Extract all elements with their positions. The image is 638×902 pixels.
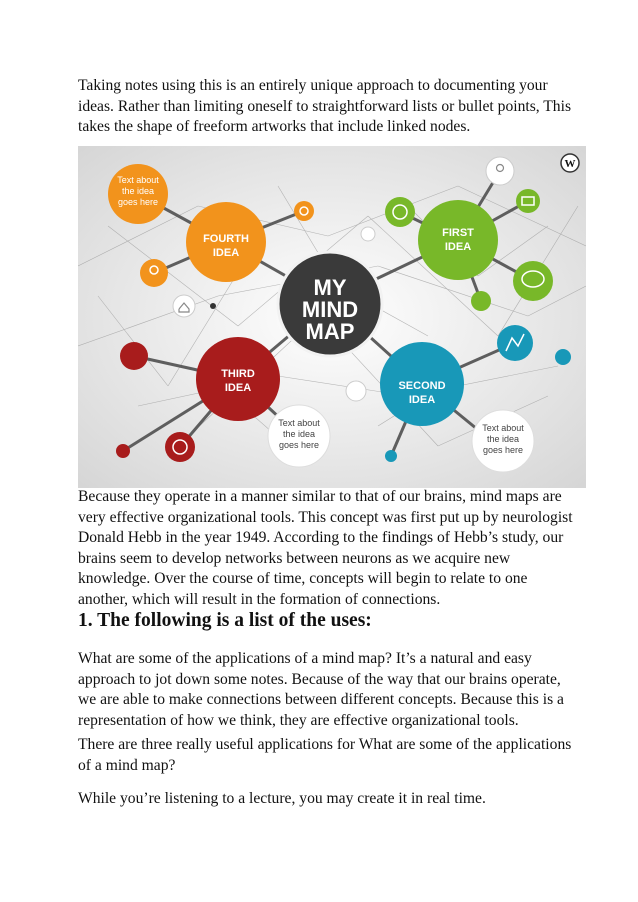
home-icon-node	[173, 295, 195, 317]
first-idea-node	[418, 200, 498, 280]
note-br-line1: Text about	[482, 423, 524, 433]
green-dot-node	[471, 291, 491, 311]
chart-icon-node	[294, 201, 314, 221]
mail-icon-node	[516, 189, 540, 213]
note-tl-line3: goes here	[117, 197, 159, 207]
note-bm-line1: Text about	[278, 418, 320, 428]
globe-icon-node	[385, 197, 415, 227]
red-small-dot-node	[116, 444, 130, 458]
logo-letter: W	[564, 158, 576, 170]
note-br-line2: the idea	[486, 434, 520, 444]
three-applications-paragraph: There are three really useful applications for What are some of the applications of a mind map?	[78, 736, 572, 774]
note-bm-line2: the idea	[282, 429, 316, 439]
third-idea-line2: IDEA	[224, 382, 252, 394]
fourth-idea-line1: FOURTH	[203, 233, 249, 245]
third-idea-line1: THIRD	[221, 368, 255, 380]
fourth-idea-line2: IDEA	[212, 247, 240, 259]
mind-map-illustration	[78, 146, 586, 488]
teal-dot-node	[555, 349, 571, 365]
teal-small-dot-node	[385, 450, 397, 462]
tiny-dot-node-2	[210, 303, 216, 309]
clock-icon-node	[165, 432, 195, 462]
center-line2: MIND	[301, 297, 359, 322]
red-dot-node	[120, 342, 148, 370]
note-tl-line1: Text about	[117, 175, 159, 185]
note-br-line3: goes here	[482, 445, 524, 455]
center-line3: MAP	[305, 319, 355, 344]
lecture-paragraph: While you’re listening to a lecture, you may create it in real time.	[78, 790, 486, 807]
second-idea-line2: IDEA	[408, 394, 436, 406]
center-line1: MY	[313, 275, 347, 300]
hebb-paragraph: Because they operate in a manner similar to that of our brains, mind maps are very effective organizational tools. This concept was first put up by neurologist Donald Hebb in the year 1949. According to the findings of Hebb’s study, our brains seem to develop networks between neurons as we acquire new knowledge. Over the course of time, concepts will begin to relate to one another, which will result in the formation of connections.	[78, 488, 573, 608]
white-small-dot-node	[361, 227, 375, 241]
lightbulb-icon-node	[140, 259, 168, 287]
note-bm-line3: goes here	[278, 440, 320, 450]
second-idea-line1: SECOND	[398, 380, 446, 392]
uses-heading: 1. The following is a list of the uses:	[78, 610, 372, 631]
chat-icon-node	[513, 261, 553, 301]
intro-paragraph: Taking notes using this is an entirely unique approach to documenting your ideas. Rather than limiting oneself to straightforward lists or bullet points, This takes the shape of freeform artworks that include linked nodes.	[78, 77, 572, 135]
first-idea-line2: IDEA	[444, 241, 472, 253]
white-dot-node	[346, 381, 366, 401]
applications-paragraph: What are some of the applications of a mind map? It’s a natural and easy approach to jot down some notes. Because of the way that our brains operate, we are able to make connections between different concepts. Because this is a representation of how we think, they are effective organizational tools.	[78, 650, 564, 729]
note-tl-line2: the idea	[121, 186, 155, 196]
first-idea-line1: FIRST	[442, 227, 474, 239]
